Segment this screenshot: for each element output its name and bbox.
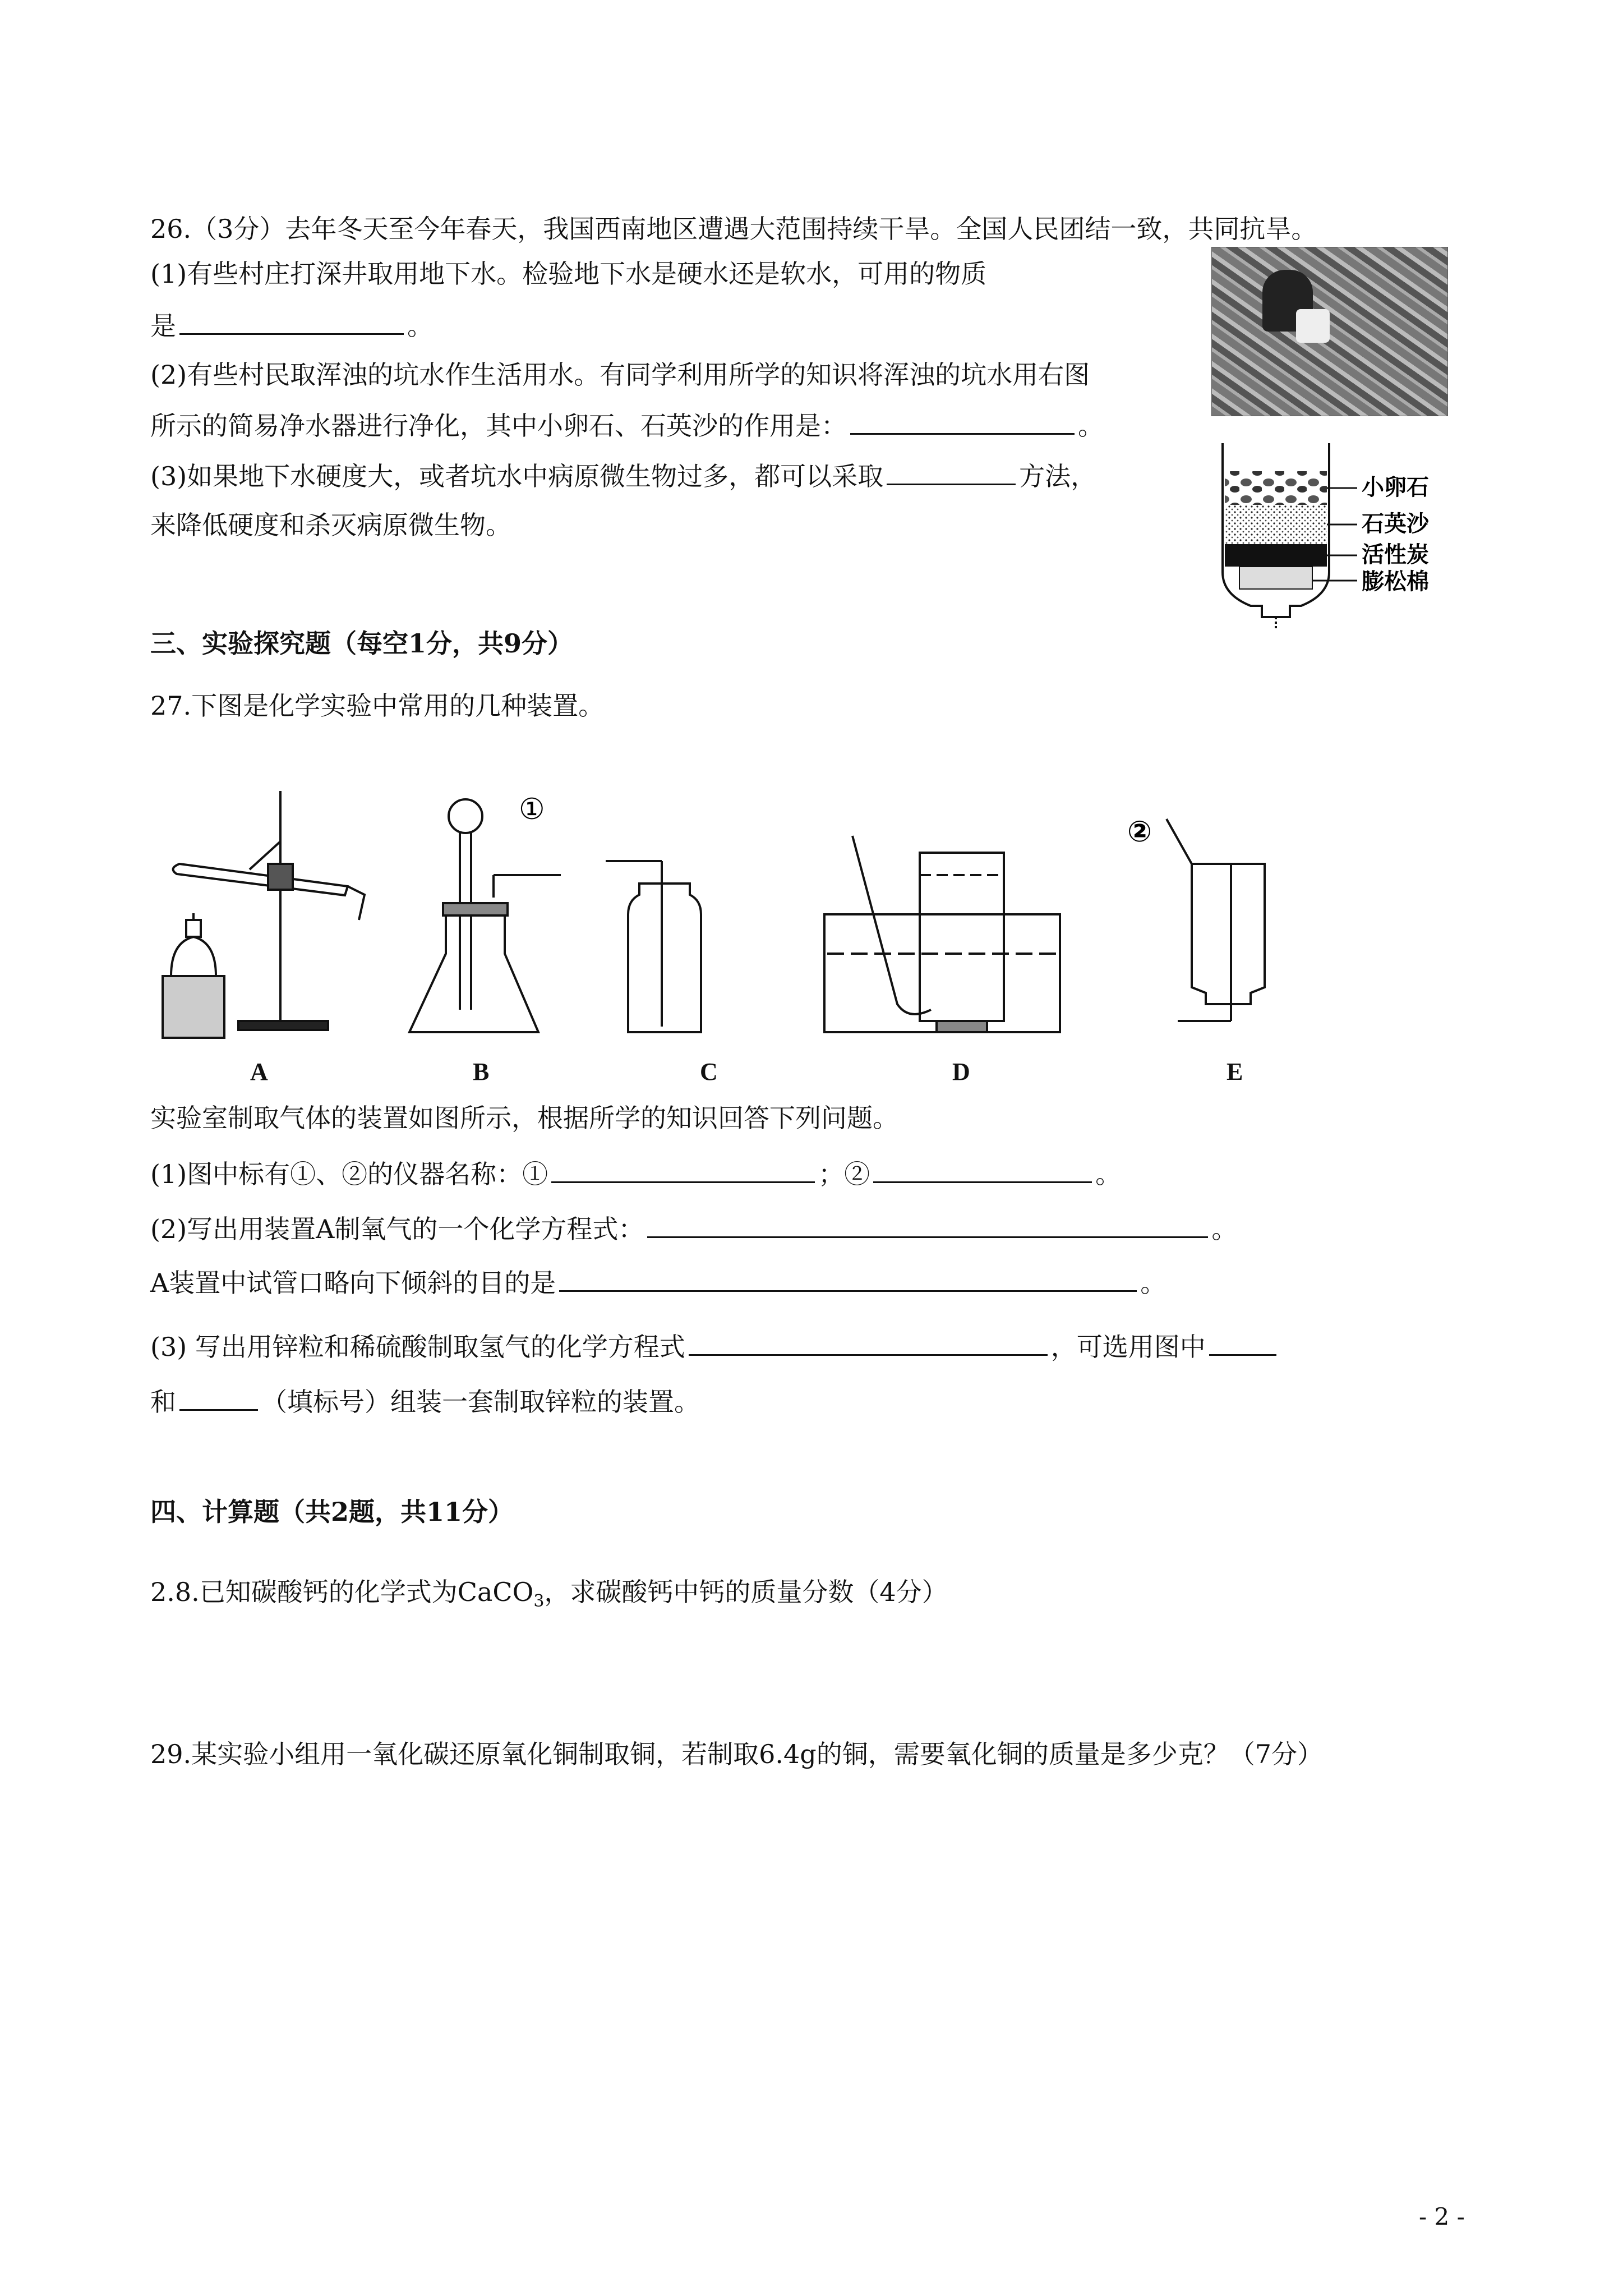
q26-part1-line1: (1)有些村庄打深井取用地下水。检验地下水是硬水还是软水，可用的物质 — [150, 259, 987, 289]
answer-blank[interactable] — [887, 459, 1016, 485]
q26-intro: 26.（3分）去年冬天至今年春天，我国西南地区遭遇大范围持续干旱。全国人民团结一致，共同抗旱。 — [150, 214, 1317, 244]
filter-label: 活性炭 — [1362, 542, 1429, 568]
q27-part3-line2: 和 （填标号）组装一套制取锌粒的装置。 — [150, 1384, 700, 1419]
bucket — [1296, 309, 1330, 343]
apparatus-a — [163, 791, 365, 1038]
apparatus-label-a: A — [250, 1058, 268, 1085]
pebble-layer — [1225, 471, 1327, 505]
section3-title: 三、实验探究题（每空1分，共9分） — [150, 628, 574, 659]
answer-blank[interactable] — [850, 408, 1075, 435]
q26-part1-line2: 是 。 — [150, 309, 433, 343]
apparatus-label-b: B — [473, 1058, 490, 1085]
answer-blank[interactable] — [179, 309, 404, 335]
section4-title: 四、计算题（共2题，共11分） — [150, 1497, 514, 1527]
filter-label: 石英沙 — [1362, 511, 1429, 537]
q27-part1: (1)图中标有①、②的仪器名称：① ；② 。 — [150, 1157, 1121, 1191]
answer-blank[interactable] — [647, 1212, 1208, 1238]
q26-part3-line1: (3)如果地下水硬度大，或者坑水中病原微生物过多，都可以采取 方法， — [150, 459, 1096, 493]
apparatus-d — [824, 836, 1060, 1032]
answer-blank[interactable] — [551, 1157, 815, 1183]
q26-part3-line2: 来降低硬度和杀灭病原微生物。 — [150, 510, 511, 540]
sand-layer — [1225, 505, 1327, 544]
q27-intro: 27.下图是化学实验中常用的几种装置。 — [150, 691, 605, 721]
answer-blank[interactable] — [559, 1266, 1137, 1292]
q27-lead: 实验室制取气体的装置如图所示，根据所学的知识回答下列问题。 — [150, 1103, 898, 1133]
marker-1: ① — [519, 793, 545, 826]
q28-text: 2.8.已知碳酸钙的化学式为CaCO$_3$，求碳酸钙中钙的质量分数（4分） — [150, 1577, 948, 1612]
apparatus-c — [606, 861, 701, 1032]
apparatus-label-d: D — [952, 1058, 970, 1085]
apparatus-e — [1166, 819, 1265, 1021]
q26-part2-line1: (2)有些村民取浑浊的坑水作生活用水。有同学利用所学的知识将浑浊的坑水用右图 — [150, 360, 1090, 390]
answer-blank[interactable] — [179, 1384, 258, 1411]
apparatus-b — [409, 799, 561, 1032]
answer-blank[interactable] — [689, 1329, 1048, 1356]
answer-blank[interactable] — [1209, 1329, 1276, 1356]
q27-part2-line2: A装置中试管口略向下倾斜的目的是 。 — [150, 1266, 1166, 1300]
filter-label: 膨松棉 — [1362, 569, 1429, 595]
q29-text: 29.某实验小组用一氧化碳还原氧化铜制取铜，若制取6.4g的铜，需要氧化铜的质量是多少克？（7分） — [150, 1739, 1324, 1769]
marker-2: ② — [1127, 815, 1152, 849]
q27-part3-line1: (3) 写出用锌粒和稀硫酸制取氢气的化学方程式 ，可选用图中 — [150, 1329, 1280, 1364]
apparatus-label-e: E — [1227, 1058, 1243, 1085]
water-filter-diagram — [1217, 443, 1475, 634]
q26-part2-line2: 所示的简易净水器进行净化，其中小卵石、石英沙的作用是： 。 — [150, 408, 1104, 443]
q27-part2-line1: (2)写出用装置A制氧气的一个化学方程式： 。 — [150, 1212, 1237, 1246]
charcoal-layer — [1225, 544, 1327, 567]
drought-photo — [1211, 247, 1448, 416]
filter-label: 小卵石 — [1362, 475, 1429, 500]
answer-blank[interactable] — [873, 1157, 1092, 1183]
apparatus-diagram — [146, 785, 1436, 1055]
cotton-layer — [1239, 567, 1312, 589]
apparatus-label-c: C — [700, 1058, 718, 1085]
page-number: - 2 - — [1419, 2203, 1465, 2230]
